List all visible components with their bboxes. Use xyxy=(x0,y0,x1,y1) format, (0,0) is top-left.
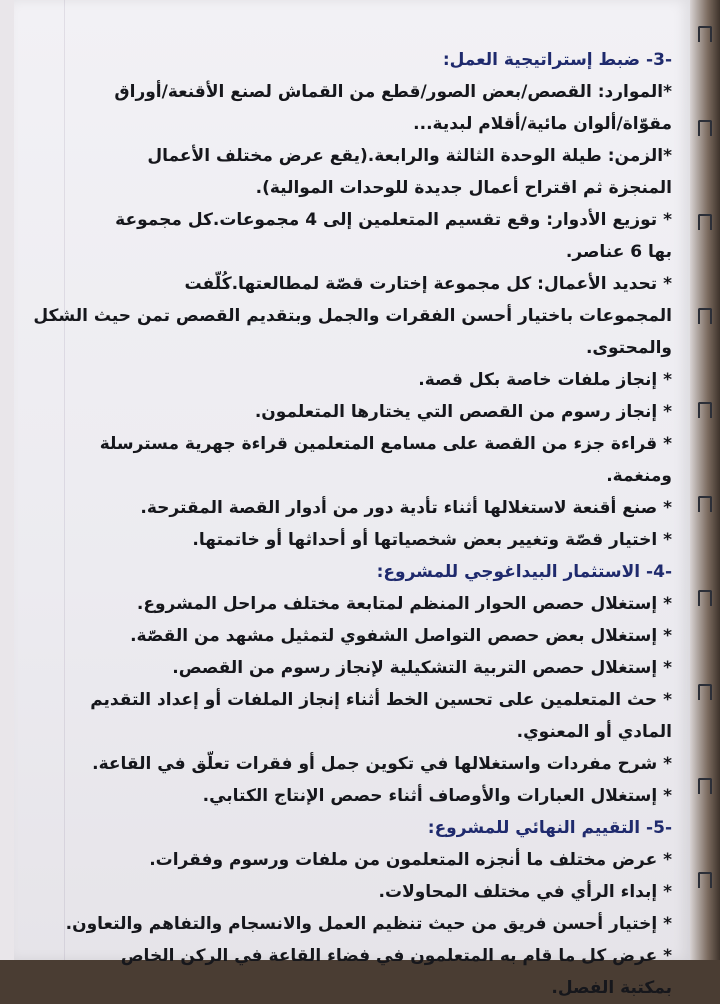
binding-ring xyxy=(698,590,712,606)
roles-line-1: * توزيع الأدوار: وقع تقسيم المتعلمين إلى 4 مجموعات.كل مجموعة xyxy=(115,210,672,230)
section5-item: * عرض كل ما قام به المتعلمون في فضاء القاعة في الركن الخاص xyxy=(120,946,672,966)
section5-item: * إبداء الرأي في مختلف المحاولات. xyxy=(378,882,672,902)
section3-item: * اختيار قصّة وتغيير بعض شخصياتها أو أحداثها أو خاتمتها. xyxy=(192,530,672,550)
binding-ring xyxy=(698,26,712,42)
notebook-page xyxy=(14,0,690,998)
binding-ring xyxy=(698,496,712,512)
binding-ring xyxy=(698,778,712,794)
section4-item: * إستغلال حصص التربية التشكيلية لإنجاز رسوم من القصص. xyxy=(172,658,672,678)
section4-item: * إستغلال العبارات والأوصاف أثناء حصص الإنتاج الكتابي. xyxy=(202,786,672,806)
section5-title: -5- التقييم النهائي للمشروع: xyxy=(427,818,672,838)
section3-item: * إنجاز رسوم من القصص التي يختارها المتعلمون. xyxy=(254,402,672,422)
time-line-1: *الزمن: طيلة الوحدة الثالثة والرابعة.(يقع عرض مختلف الأعمال xyxy=(147,146,672,166)
section4-item: * حث المتعلمين على تحسين الخط أثناء إنجاز الملفات أو إعداد التقديم xyxy=(90,690,672,710)
section3-title: -3- ضبط إستراتيجية العمل: xyxy=(442,50,672,70)
binding-ring xyxy=(698,214,712,230)
section5-item: * إختيار أحسن فريق من حيث تنظيم العمل والانسجام والتفاهم والتعاون. xyxy=(65,914,672,934)
section3-item: ومنغمة. xyxy=(606,466,672,486)
tasks-line-3: والمحتوى. xyxy=(585,338,672,358)
section5-item: بمكتبة الفصل. xyxy=(551,978,672,998)
section4-item: * شرح مفردات واستغلالها في تكوين جمل أو فقرات تعلّق في القاعة. xyxy=(92,754,672,774)
binding-ring xyxy=(698,872,712,888)
section4-title: -4- الاستثمار البيداغوجي للمشروع: xyxy=(376,562,672,582)
time-line-2: المنجزة ثم اقتراح أعمال جديدة للوحدات الموالية). xyxy=(255,178,672,198)
resources-line-1: *الموارد: القصص/بعض الصور/قطع من القماش لصنع الأقنعة/أوراق xyxy=(114,82,672,102)
section4-item: المادي أو المعنوي. xyxy=(516,722,672,742)
page-content xyxy=(33,44,672,1004)
section4-item: * إستغلال حصص الحوار المنظم لمتابعة مختلف مراحل المشروع. xyxy=(136,594,672,614)
tasks-line-1: * تحديد الأعمال: كل مجموعة إختارت قصّة لمطالعتها.كُلّفت xyxy=(184,274,672,294)
binding-ring xyxy=(698,684,712,700)
section5-item: * عرض مختلف ما أنجزه المتعلمون من ملفات ورسوم وفقرات. xyxy=(149,850,672,870)
section3-item: * إنجاز ملفات خاصة بكل قصة. xyxy=(418,370,672,390)
section4-item: * إستغلال بعض حصص التواصل الشفوي لتمثيل مشهد من القصّة. xyxy=(130,626,672,646)
resources-line-2: مقوّاة/ألوان مائية/أقلام لبدية... xyxy=(413,114,672,134)
section3-item: * صنع أقنعة لاستغلالها أثناء تأدية دور من أدوار القصة المقترحة. xyxy=(140,498,672,518)
spiral-binding xyxy=(690,0,720,960)
binding-ring xyxy=(698,120,712,136)
binding-ring xyxy=(698,308,712,324)
roles-line-2: بها 6 عناصر. xyxy=(565,242,672,262)
section3-item: * قراءة جزء من القصة على مسامع المتعلمين قراءة جهرية مسترسلة xyxy=(99,434,672,454)
tasks-line-2: المجموعات باختيار أحسن الفقرات والجمل وبتقديم القصص تمن حيث الشكل xyxy=(33,306,672,326)
binding-ring xyxy=(698,402,712,418)
